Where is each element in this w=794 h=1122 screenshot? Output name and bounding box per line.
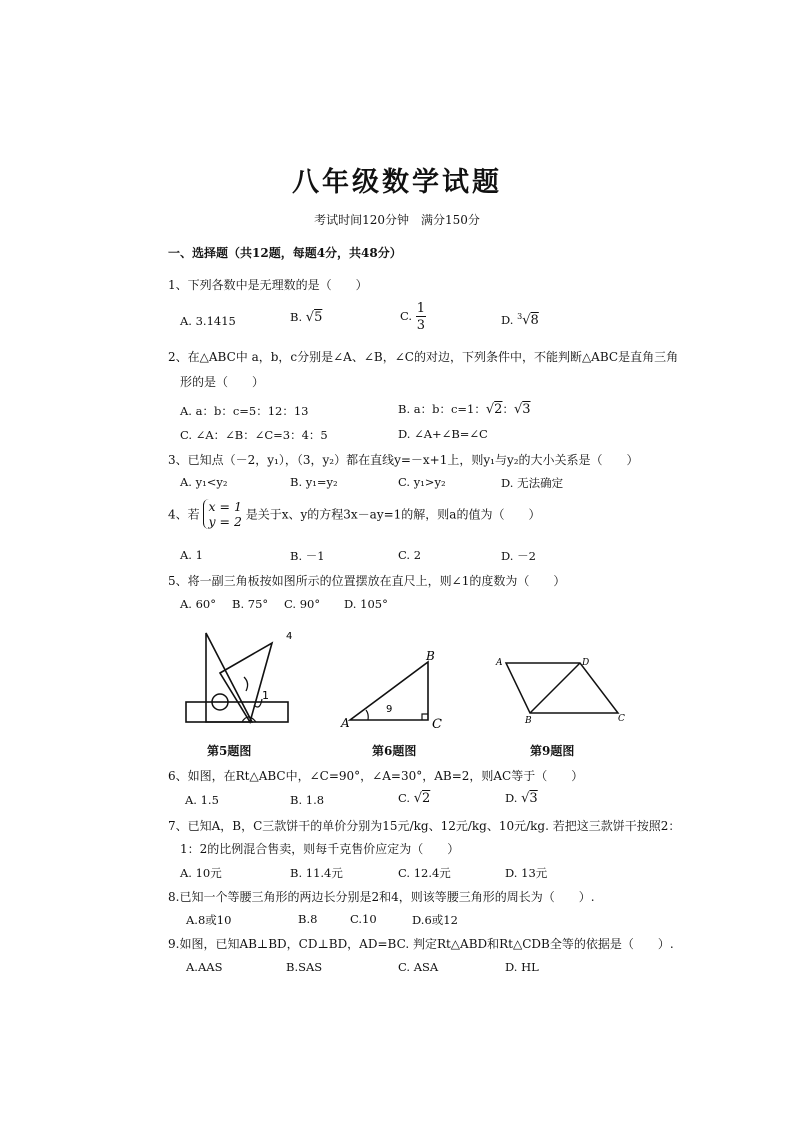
q7-option-a: A. 10元 <box>180 866 222 880</box>
figure-5-caption: 第5题图 <box>207 744 252 758</box>
q1-option-a: A. 3.1415 <box>180 314 236 328</box>
question-4-stem: 4、若 x = 1 y = 2 是关于x、y的方程3x－ay=1的解，则a的值为（ ） <box>168 499 541 529</box>
question-9-stem: 9.如图，已知AB⊥BD，CD⊥BD，AD=BC. 判定Rt△ABD和Rt△CDB全等的依据是（ ）. <box>168 937 674 951</box>
q6-option-b: B. 1.8 <box>290 793 325 807</box>
q6-option-a: A. 1.5 <box>185 793 219 807</box>
q3-option-c: C. y₁>y₂ <box>398 475 446 489</box>
figure-9-caption: 第9题图 <box>530 744 575 758</box>
q8-option-c: C.10 <box>350 912 377 926</box>
q4-option-b: B. －1 <box>290 549 325 563</box>
question-1-stem: 1、下列各数中是无理数的是（ ） <box>168 278 368 292</box>
q7-option-b: B. 11.4元 <box>290 866 343 880</box>
q4-option-c: C. 2 <box>398 548 422 562</box>
page-title: 八年级数学试题 <box>292 167 502 198</box>
q3-option-d: D. 无法确定 <box>501 476 564 490</box>
q2-option-d: D. ∠A+∠B=∠C <box>398 427 488 441</box>
q1-option-b: B. √5 <box>290 310 323 325</box>
question-3-stem: 3、已知点（－2，y₁），（3，y₂）都在直线y=－x+1上，则y₁与y₂的大小关系是（ ） <box>168 453 639 467</box>
q2-option-a: A. a：b：c=5：12：13 <box>180 404 309 418</box>
vertex-b-label: B <box>426 650 435 663</box>
question-6-stem: 6、如图，在Rt△ABC中，∠C=90°，∠A=30°，AB=2，则AC等于（ ） <box>168 769 584 783</box>
question-2-stem: 2、在△ABC中 a，b，c分别是∠A、∠B，∠C的对边，下列条件中，不能判断△ABC是直角三角 <box>168 350 679 364</box>
q7-option-d: D. 13元 <box>505 866 548 880</box>
q9-option-b: B.SAS <box>286 960 323 974</box>
question-2-stem-cont: 形的是（ ） <box>180 375 265 389</box>
q8-option-a: A.8或10 <box>186 913 232 927</box>
q9-option-c: C. ASA <box>398 960 439 974</box>
q6-option-d: D. √3 <box>505 791 538 806</box>
figure-6-mark: 9 <box>386 704 393 715</box>
vertex-c-label: C <box>618 714 625 724</box>
exam-info: 考试时间120分钟 满分150分 <box>314 213 480 227</box>
q8-option-b: B.8 <box>298 912 318 926</box>
vertex-b-label: B <box>525 716 532 726</box>
question-8-stem: 8.已知一个等腰三角形的两边长分别是2和4，则该等腰三角形的周长为（ ）. <box>168 890 595 904</box>
q9-option-a: A.AAS <box>186 960 223 974</box>
figure-5-mark: 4 <box>286 631 293 642</box>
figure-9-quadrilateral <box>492 655 632 727</box>
q1-option-d: D. $^3$√8 <box>501 312 539 328</box>
q5-option-c: C. 90° <box>284 597 321 611</box>
q1-option-c: C. $\frac{1}{3}$ <box>400 301 425 333</box>
figure-6-caption: 第6题图 <box>372 744 417 758</box>
question-5-stem: 5、将一副三角板按如图所示的位置摆放在直尺上，则∠1的度数为（ ） <box>168 574 566 588</box>
q5-option-b: B. 75° <box>232 597 269 611</box>
q3-option-a: A. y₁<y₂ <box>180 475 228 489</box>
equation-system: x = 1 y = 2 <box>203 499 241 529</box>
fraction: $\frac{1}{3}$ <box>416 301 425 333</box>
q9-option-d: D. HL <box>505 960 539 974</box>
vertex-d-label: D <box>582 658 590 668</box>
angle-1-label: 1 <box>262 689 269 702</box>
figure-6-right-triangle <box>340 650 450 730</box>
vertex-c-label: C <box>432 717 442 730</box>
q5-option-d: D. 105° <box>344 597 388 611</box>
q2-option-b: B. a：b：c=1：√2：√3 <box>398 402 531 417</box>
q7-option-c: C. 12.4元 <box>398 866 451 880</box>
q3-option-b: B. y₁=y₂ <box>290 475 338 489</box>
q4-option-d: D. －2 <box>501 549 536 563</box>
q5-option-a: A. 60° <box>180 597 216 611</box>
figure-5-triangles-on-ruler <box>180 625 300 730</box>
q2-option-c: C. ∠A：∠B：∠C=3：4：5 <box>180 428 328 442</box>
q6-option-c: C. √2 <box>398 791 431 806</box>
question-7-stem: 7、已知A，B，C三款饼干的单价分别为15元/kg、12元/kg、10元/kg. 若把这三款饼干按照2： <box>168 819 681 833</box>
vertex-a-label: A <box>496 658 503 668</box>
section-heading: 一、选择题（共12题，每题4分，共48分） <box>168 246 402 260</box>
q4-option-a: A. 1 <box>180 548 203 562</box>
q8-option-d: D.6或12 <box>412 913 458 927</box>
vertex-a-label: A <box>341 716 350 730</box>
question-7-stem-cont: 1：2的比例混合售卖，则每千克售价应定为（ ） <box>180 842 460 856</box>
